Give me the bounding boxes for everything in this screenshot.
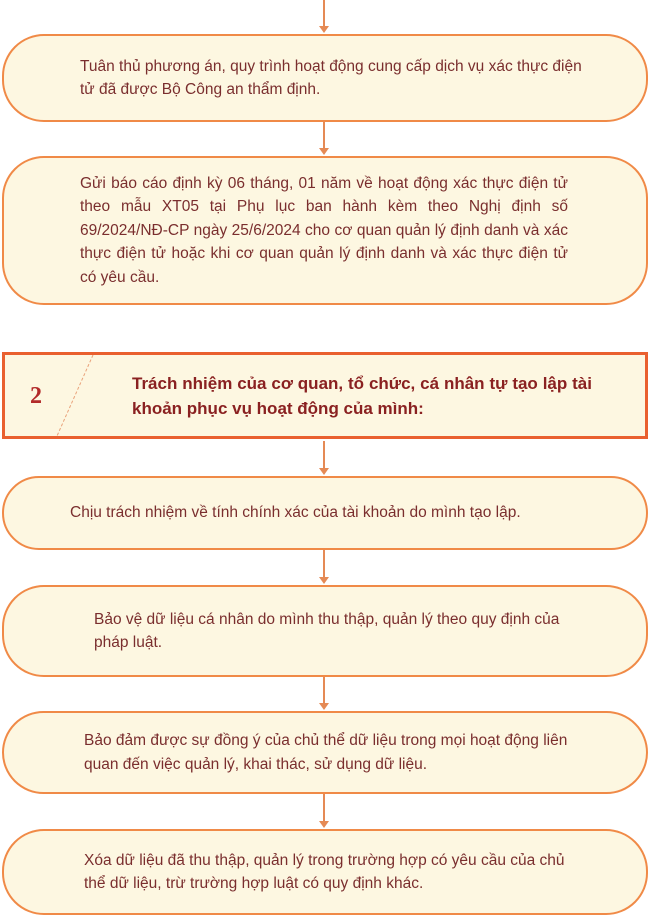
section-number: 2 [30,383,42,409]
divider-slash [55,355,105,436]
step-card [2,34,648,122]
section-header [2,352,648,439]
connector-arrow [319,148,329,155]
connector-line [323,677,325,703]
connector-line [323,122,325,148]
step-card [2,585,648,677]
connector-arrow [319,468,329,475]
connector-arrow [319,703,329,710]
step-text: Chịu trách nhiệm về tính chính xác của tài khoản do mình tạo lập. [70,504,521,522]
connector-line [323,550,325,577]
section-title: Trách nhiệm của cơ quan, tổ chức, cá nhân tự tạo lập tài khoản phục vụ hoạt động của mình: [132,374,592,418]
step-text: Tuân thủ phương án, quy trình hoạt động cung cấp dịch vụ xác thực điện tử đã được Bộ Công an thẩm định. [80,57,582,98]
step-card [2,711,648,794]
step-text: Xóa dữ liệu đã thu thập, quản lý trong trường hợp có yêu cầu của chủ thể dữ liệu, trừ trường hợp luật có quy định khác. [84,851,565,892]
connector-line [323,0,325,26]
connector-line [323,794,325,821]
connector-arrow [319,577,329,584]
connector-arrow [319,821,329,828]
step-card [2,156,648,305]
step-text: Bảo đảm được sự đồng ý của chủ thể dữ liệu trong mọi hoạt động liên quan đến việc quản lý, khai thác, sử dụng dữ liệu. [84,732,568,773]
connector-line [323,441,325,468]
step-text: Gửi báo cáo định kỳ 06 tháng, 01 năm về hoạt động xác thực điện tử theo mẫu XT05 tại Phụ lục ban hành kèm theo Nghị định số 69/2024/NĐ-CP ngày 25/6/2024 cho cơ quan quản lý định danh và xác thực điện tử hoặc khi cơ quan quản lý định danh và xác thực điện tử có yêu cầu. [80,174,568,286]
step-text: Bảo vệ dữ liệu cá nhân do mình thu thập, quản lý theo quy định của pháp luật. [94,610,560,651]
step-card [2,476,648,550]
step-card [2,829,648,915]
connector-arrow [319,26,329,33]
